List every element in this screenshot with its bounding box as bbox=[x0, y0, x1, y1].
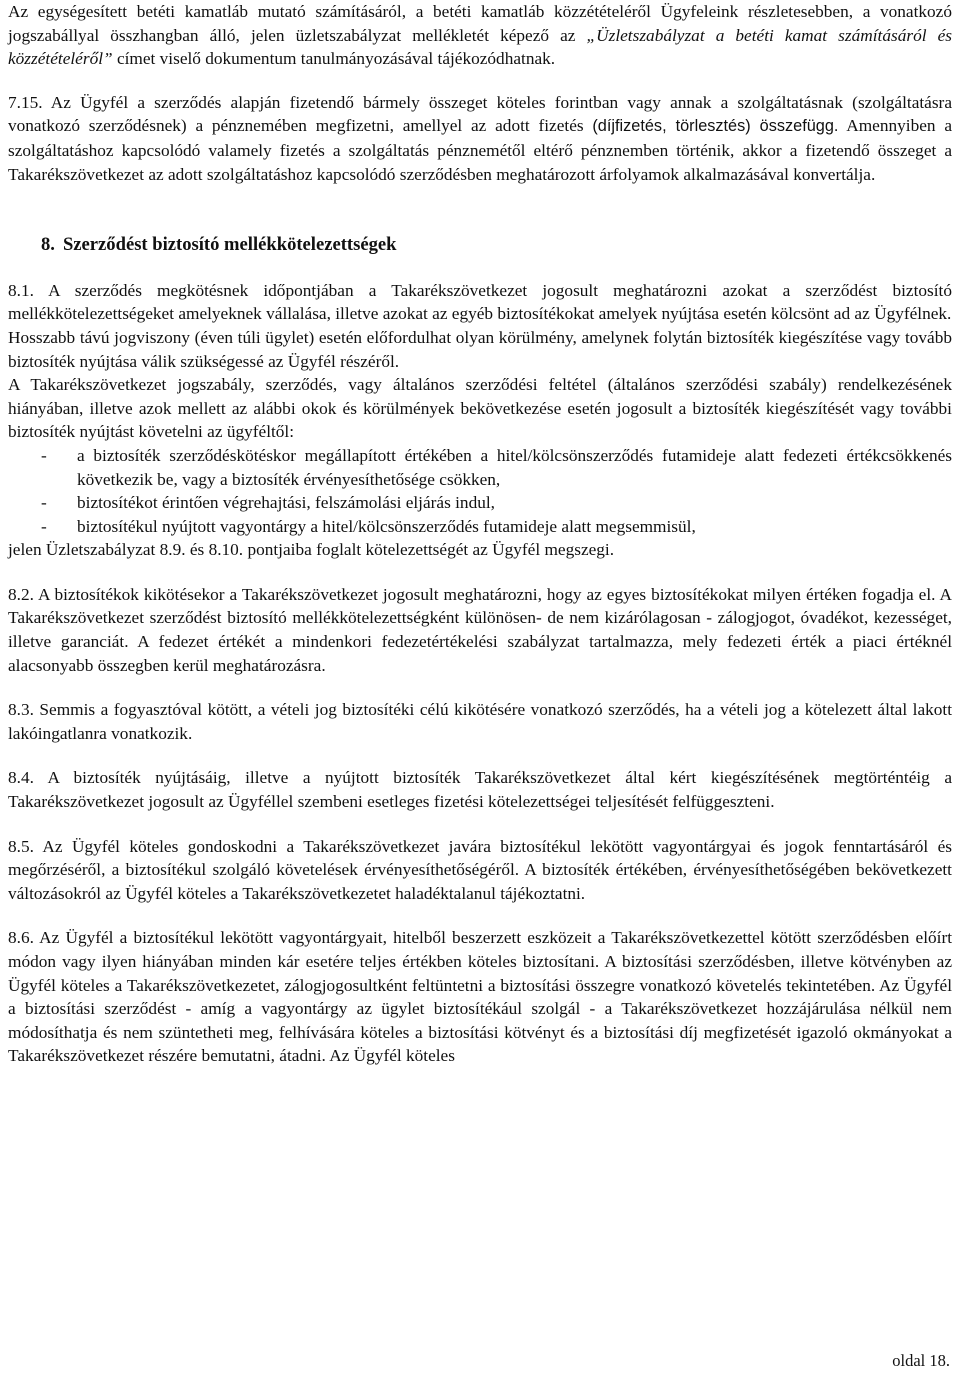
section-8-1-paragraph-1: 8.1. A szerződés megkötésnek időpontjában a Takarékszövetkezet jogosult meghatározni azokat a szerződést biztosító mellékkötelezettségeket amelyeknek vállalása, illetve azokat az egyéb biztosítékokat amelyek nyújtása esetén kölcsönt ad az Ügyfélnek. bbox=[8, 280, 952, 324]
list-item bbox=[8, 515, 952, 539]
section-7-15-number: 7.15. bbox=[8, 92, 43, 112]
dash-marker: - bbox=[41, 445, 47, 465]
document-page bbox=[8, 0, 952, 1068]
dash-marker: - bbox=[41, 493, 47, 513]
section-8-1-dash-list bbox=[8, 444, 952, 538]
section-8-1-paragraph-3: A Takarékszövetkezet jogszabály, szerződés, vagy általános szerződési feltétel (általános szerződési szabály) rendelkezésének hiányában, illetve azok mellett az alábbi okok és körülmények bekövetkezése esetén jogosult a biztosíték kiegészítését vagy további biztosíték nyújtást követelni az ügyféltől: bbox=[8, 375, 952, 442]
intro-document-title: „Üzletszabályzat a betéti kamat számításáról és közzétételéről” bbox=[8, 25, 953, 69]
section-8-heading bbox=[8, 233, 952, 257]
section-8-1-paragraph-4: jelen Üzletszabályzat 8.9. és 8.10. pontjaiba foglalt kötelezettségét az Ügyfél megszegi. bbox=[8, 540, 615, 560]
page-number-footer: oldal 18. bbox=[892, 1351, 950, 1370]
section-7-15-text-a: Az Ügyfél a szerződés alapján fizetendő bármely összeget köteles forintban vagy annak a szolgáltatásnak (szolgáltatásra vonatkozó szerződésnek) a pénznemében megfizetni, amellyel az adott fizetés bbox=[8, 92, 952, 136]
intro-text-a: Az egységesített betéti kamatláb mutató számításáról, a betéti kamatláb közzétételéről Ügyfeleink részletesebben, a vonatkozó jogszabállyal összhangban álló, jelen üzletszabályzat mellékletét képező az bbox=[8, 2, 952, 45]
section-8-heading-title: Szerződést biztosító mellékkötelezettségek bbox=[62, 234, 397, 256]
section-7-15-text-sans: (díjfizetés, törlesztés) összefügg. bbox=[592, 117, 839, 136]
section-7-15 bbox=[8, 91, 952, 186]
list-item-text: biztosítékul nyújtott vagyontárgy a hitel/kölcsönszerződés futamideje alatt megsemmisül, bbox=[77, 516, 696, 536]
intro-text-b: címet viselő dokumentum tanulmányozásával tájékozódhatnak. bbox=[112, 49, 556, 69]
intro-paragraph bbox=[8, 0, 952, 71]
section-8-5: 8.5. Az Ügyfél köteles gondoskodni a Takarékszövetkezet javára biztosítékul lekötött vagyontárgyai és jogok fenntartásáról és megőrzéséről, a biztosítékul szolgáló követelések érvényesíthetőségéről. A biztosíték értékében, érvényesíthetőségében bekövetkezett változásokról az Ügyfél köteles a Takarékszövetkezetet haladéktalanul tájékoztatni. bbox=[8, 836, 952, 903]
section-8-6: 8.6. Az Ügyfél a biztosítékul lekötött vagyontárgyait, hitelből beszerzett eszközeit a Takarékszövetkezettel kötött szerződésben előírt módon vagy ilyen hiányában minden kár esetére teljes értékben köteles biztosítani. A biztosítási szerződésben, illetve kötvényben az Ügyfél köteles a Takarékszövetkezetet, zálogjogosultként feltüntetni a biztosítási összegre vonatkozó követelés tekintetében. Az Ügyfél a biztosítási szerződést - amíg a vagyontárgy az ügylet biztosítékául szolgál - a Takarékszövetkezet hozzájárulása nélkül nem módosíthatja és nem szüntetheti meg, felhívására köteles a biztosítási kötvényt és a biztosítási díj megfizetését igazoló okmányokat a Takarékszövetkezet részére bemutatni, átadni. Az Ügyfél köteles bbox=[8, 928, 952, 1066]
section-8-4: 8.4. A biztosíték nyújtásáig, illetve a nyújtott biztosíték Takarékszövetkezet által kért kiegészítésének megtörténtéig a Takarékszövetkezet jogosult az Ügyféllel szembeni esetleges fizetési kötelezettségei teljesítését felfüggeszteni. bbox=[8, 768, 952, 812]
list-item-text: a biztosíték szerződéskötéskor megállapított értékében a hitel/kölcsönszerződés futamideje alatt fedezeti értékcsökkenés következik be, vagy a biztosíték érvényesíthetősége csökken, bbox=[77, 445, 952, 489]
section-8-heading-number: 8. bbox=[41, 234, 55, 256]
section-8-2: 8.2. A biztosítékok kikötésekor a Takarékszövetkezet jogosult meghatározni, hogy az egyes biztosítékokat milyen értéken fogadja el. A Takarékszövetkezet szerződést biztosító mellékkötelezettségként különösen- de nem kizárólagosan - zálogjogot, óvadékot, kezességet, illetve garanciát. A fedezet értékét a mindenkori fedezetértékelési szabályzat tartalmazza, mely fedezeti érték a piaci értéknél alacsonyabb összegben kerül meghatározásra. bbox=[8, 584, 952, 675]
list-item-text: biztosítékot érintően végrehajtási, felszámolási eljárás indul, bbox=[77, 493, 495, 513]
list-item bbox=[8, 491, 952, 515]
section-7-15-text-b: Amennyiben a szolgáltatáshoz kapcsolódó valamely fizetés a szolgáltatás pénznemétől eltérő pénznemben történik, akkor a fizetendő összeget a Takarékszövetkezet az adott szolgáltatáshoz kapcsolódó szerződésben meghatározott árfolyamok alkalmazásával konvertálja. bbox=[8, 116, 952, 184]
section-8-1-paragraph-2: Hosszabb távú jogviszony (éven túli ügylet) esetén előfordulhat olyan körülmény, amelynek folytán biztosíték kiegészítése vagy tovább biztosíték nyújtása válik szükségessé az Ügyfél részéről. bbox=[8, 327, 952, 371]
dash-marker: - bbox=[41, 516, 47, 536]
list-item bbox=[8, 444, 952, 491]
section-8-3: 8.3. Semmis a fogyasztóval kötött, a vételi jog biztosítéki célú kikötésére vonatkozó szerződés, ha a vételi jog a kötelezett által lakott lakóingatlanra vonatkozik. bbox=[8, 700, 952, 743]
